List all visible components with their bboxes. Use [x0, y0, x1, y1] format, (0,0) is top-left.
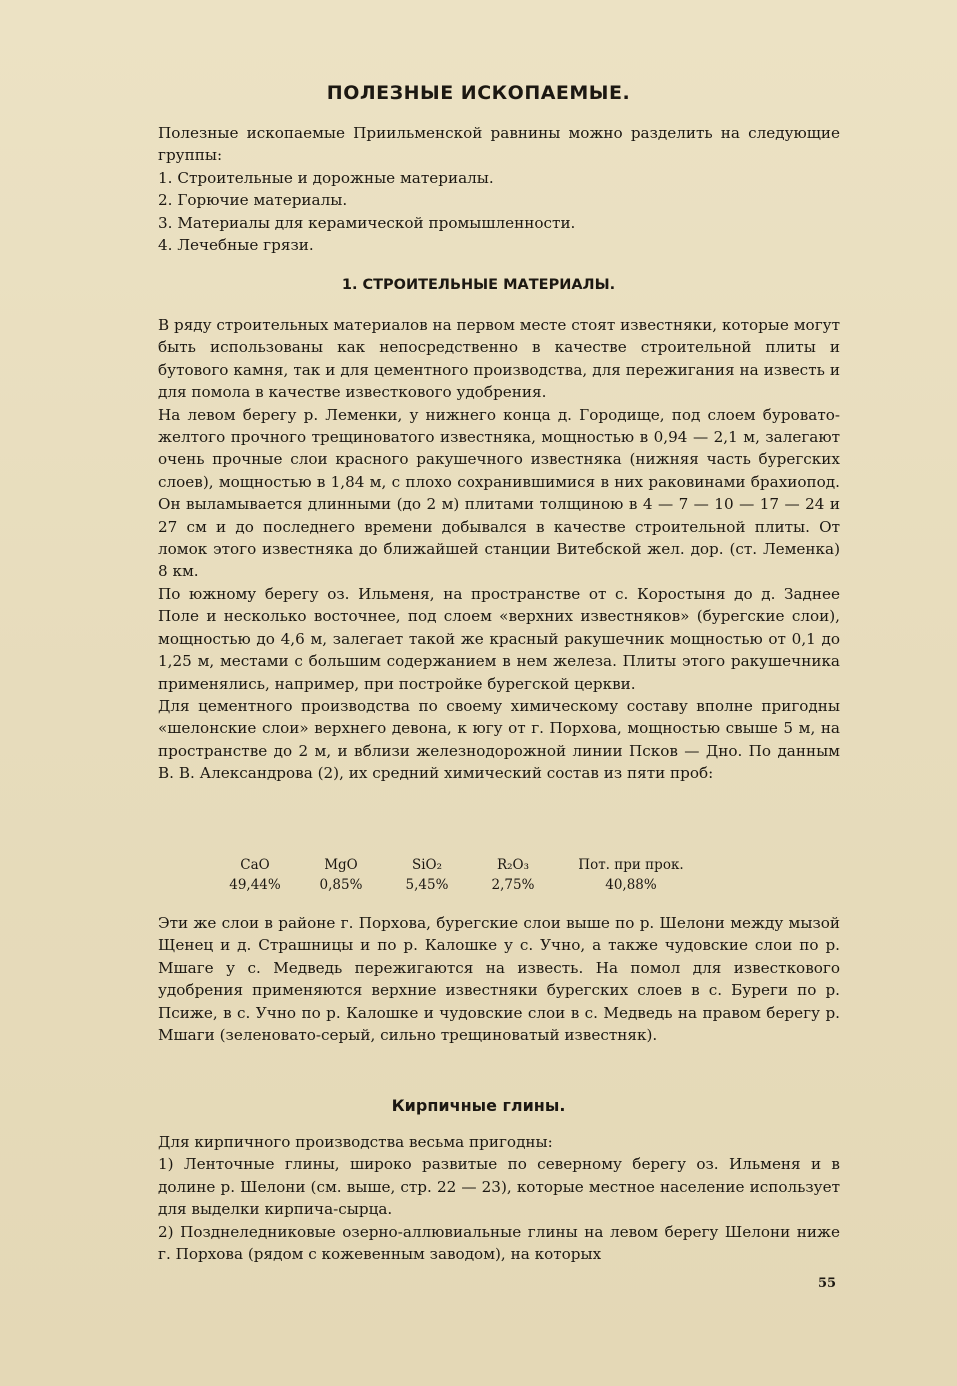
page-number: 55 [818, 1276, 837, 1291]
paragraph: Эти же слои в районе г. Порхова, бурегские слои выше по р. Шелони между мызой Щенец и д. Страшницы и по р. Калошке у с. Учно, а также чудовские слои по р. Мшаге у с. Медведь пережигаются на известь. На помол для известкового удобрения применяются верхние известняки бурегских слоев в с. Буреги по р. Псиже, в с. Учно по р. Калошке и чудовские слои в с. Медведь на правом берегу р. Мшаги (зеленовато-серый, сильно трещиноватый известняк). [158, 914, 840, 1045]
paragraph: Для цементного производства по своему химическому составу вполне пригодны «шелонские слои» верхнего девона, к югу от г. Порхова, мощностью свыше 5 м, на пространстве до 2 м, и вблизи железнодорожной линии Псков — Дно. По данным В. В. Александрова (2), их средний химический состав из пяти проб: [158, 696, 840, 783]
section-heading: 1. СТРОИТЕЛЬНЫЕ МАТЕРИАЛЫ. [341, 277, 616, 293]
section1-body [158, 314, 840, 785]
list-item: 4. Лечебные грязи. [158, 236, 314, 255]
table-row [212, 875, 706, 895]
subsection-heading: Кирпичные глины. [391, 1096, 566, 1115]
table-header: MgO [324, 857, 358, 873]
table-row [212, 855, 706, 875]
list-item: 1. Строительные и дорожные материалы. [158, 168, 494, 187]
section2-body [158, 1131, 840, 1265]
paragraph: В ряду строительных материалов на первом месте стоят известняки, которые могут быть использованы как непосредственно в качестве строительной плиты и бутового камня, так и для цементного производства, для пережигания на известь и для помола в качестве известкового удобрения. [158, 316, 840, 402]
paragraph: На левом берегу р. Леменки, у нижнего конца д. Городище, под слоем буровато-желтого прочного трещиноватого известняка, мощностью в 0,94 — 2,1 м, залегают очень прочные слои красного ракушечного известняка (нижняя часть бурегских слоев), мощностью в 1,84 м, с плохо сохранившимися в них раковинами брахиопод. Он выламывается длинными (до 2 м) плитами толщиною в 4 — 7 — 10 — 17 — 24 и 27 см и до последнего времени добывался в качестве строительной плиты. От ломок этого известняка до ближайшей станции Витебской жел. дор. (ст. Леменка) 8 км. [158, 405, 840, 581]
intro-block [158, 122, 840, 256]
paragraph: По южному берегу оз. Ильменя, на пространстве от с. Коростыня до д. Заднее Поле и несколько восточнее, под слоем «верхних известняков» (бурегские слои), мощностью до 4,6 м, залегает такой же красный ракушечник мощностью от 0,1 до 1,25 м, местами с большим содержанием в нем железа. Плиты этого ракушечника применялись, например, при постройке бурегской церкви. [158, 584, 840, 693]
groups-list [158, 167, 840, 257]
paragraph: 1) Ленточные глины, широко развитые по северному берегу оз. Ильменя и в долине р. Шелони (см. выше, стр. 22 — 23), которые местное население использует для выделки кирпича-сырца. [158, 1155, 840, 1219]
list-item: 3. Материалы для керамической промышленности. [158, 213, 576, 232]
paragraph: Для кирпичного производства весьма пригодны: [158, 1133, 553, 1151]
table-header: SiO₂ [411, 857, 443, 873]
list-item: 2. Горючие материалы. [158, 191, 348, 210]
page-title: ПОЛЕЗНЫЕ ИСКОПАЕМЫЕ. [326, 82, 631, 104]
table-header: Пот. при прок. [578, 857, 684, 873]
chemical-composition-table [212, 855, 706, 895]
table-cell: 0,85% [319, 877, 363, 893]
table-cell: 5,45% [405, 877, 449, 893]
intro-text: Полезные ископаемые Приильменской равнины можно разделить на следующие группы: [158, 124, 840, 165]
section1-continued [158, 912, 840, 1046]
paragraph: 2) Позднеледниковые озерно-аллювиальные глины на левом берегу Шелони ниже г. Порхова (рядом с кожевенным заводом), на которых [158, 1222, 840, 1264]
table-header: R₂O₃ [496, 857, 530, 873]
table-cell: 2,75% [491, 877, 535, 893]
table-header: CaO [240, 857, 270, 873]
table-cell: 40,88% [605, 877, 657, 893]
table-cell: 49,44% [229, 877, 281, 893]
